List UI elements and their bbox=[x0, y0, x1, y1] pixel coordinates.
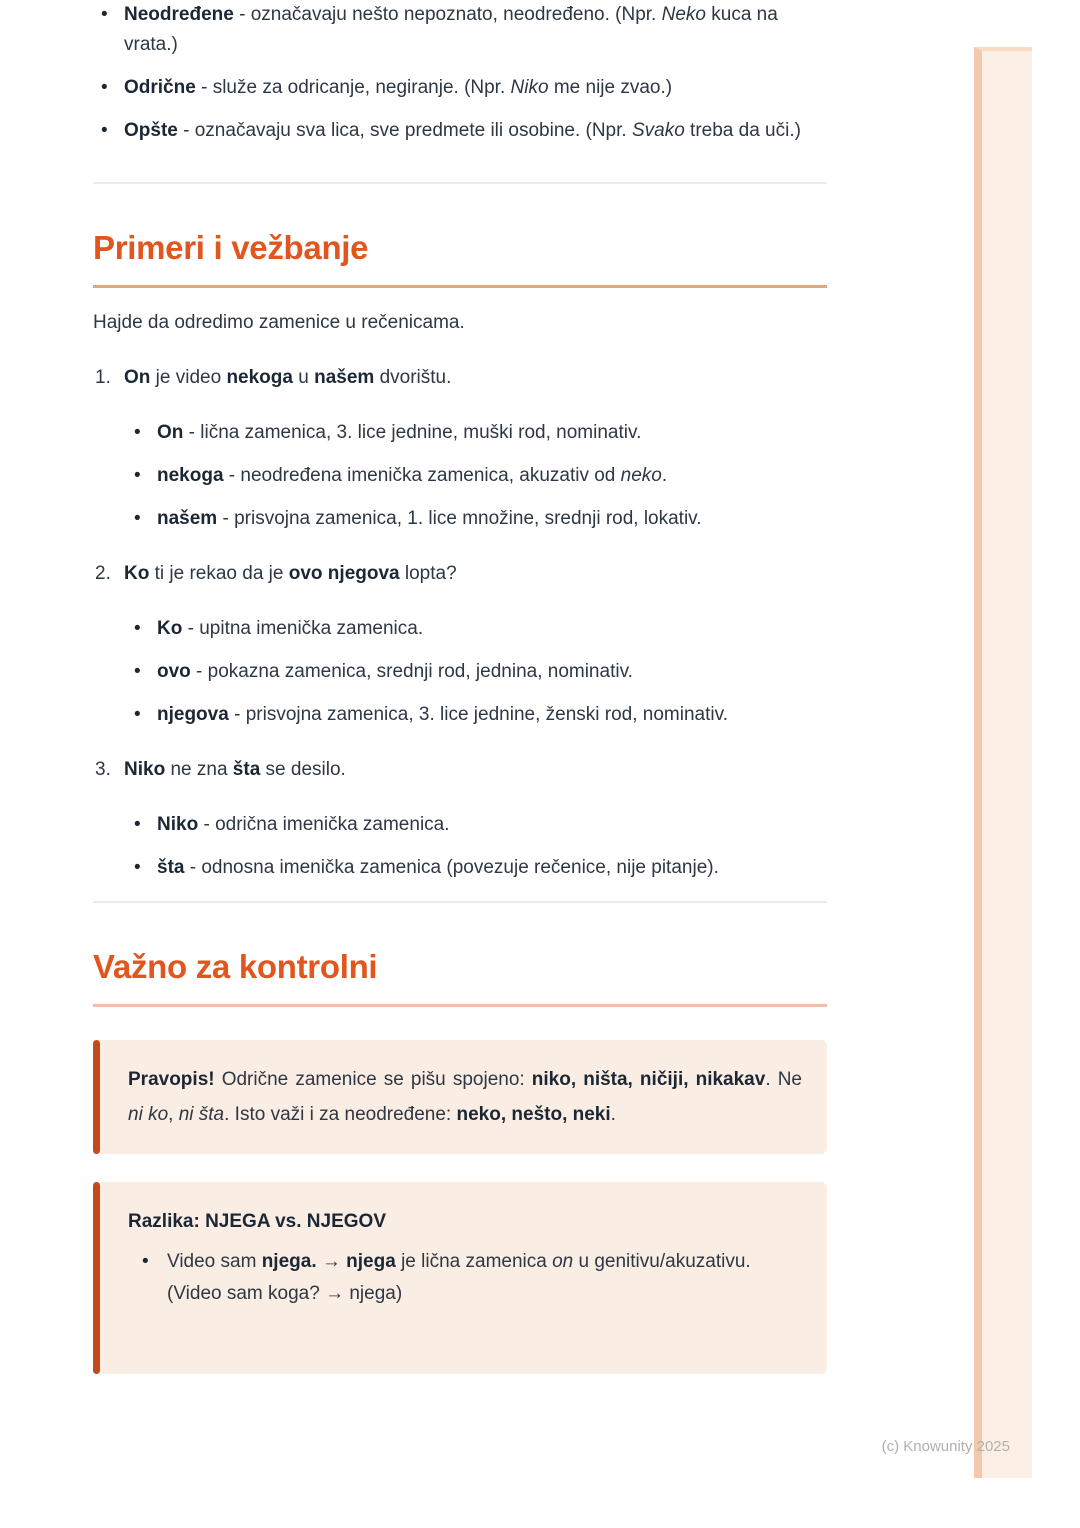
example-number: 2. bbox=[95, 563, 111, 584]
example-sentence bbox=[93, 559, 827, 589]
text-segment: je lična zamenica bbox=[395, 1251, 553, 1272]
list-item-text bbox=[157, 618, 423, 639]
lead-paragraph: Hajde da odredimo zamenice u rečenicama. bbox=[93, 312, 465, 333]
text-segment: on bbox=[552, 1251, 574, 1272]
list-item-text bbox=[157, 465, 667, 486]
text-segment: . bbox=[661, 465, 668, 486]
section-divider bbox=[93, 901, 827, 903]
list-item bbox=[93, 0, 827, 60]
next-page-edge-stripe bbox=[974, 47, 1032, 1478]
text-segment: Ko bbox=[124, 563, 150, 584]
bullet-icon: • bbox=[142, 1251, 149, 1272]
text-segment: Pravopis! bbox=[128, 1069, 215, 1090]
list-item bbox=[93, 116, 827, 146]
analysis-list bbox=[134, 614, 827, 730]
text-segment: . Isto važi i za neodređene: bbox=[224, 1104, 457, 1125]
list-item bbox=[134, 853, 827, 883]
callout-list bbox=[128, 1246, 802, 1310]
list-item-text bbox=[167, 1251, 751, 1304]
text-segment: neko, nešto, neki bbox=[456, 1104, 611, 1125]
text-segment: šta bbox=[157, 857, 185, 878]
text-segment: me nije zvao.) bbox=[548, 77, 673, 98]
text-segment: Opšte bbox=[124, 120, 178, 141]
list-item-text bbox=[157, 704, 728, 725]
page-content bbox=[93, 0, 827, 1374]
text-segment: šta bbox=[232, 759, 261, 780]
text-segment: - prisvojna zamenica, 1. lice množine, srednji rod, lokativ. bbox=[217, 508, 702, 529]
text-segment: Svako bbox=[631, 120, 685, 141]
text-segment: se desilo. bbox=[260, 759, 346, 780]
text-segment: u genitivu/akuzativu. (Video sam koga? → njega) bbox=[167, 1251, 751, 1304]
text-segment: , bbox=[168, 1104, 179, 1125]
text-segment: kuca na vrata.) bbox=[124, 4, 778, 55]
list-item-text bbox=[157, 661, 633, 682]
text-segment: njega. bbox=[261, 1251, 317, 1272]
text-segment: - odnosna imenička zamenica (povezuje rečenice, nije pitanje). bbox=[184, 857, 719, 878]
text-segment: ni šta bbox=[178, 1104, 225, 1125]
text-segment: nekoga bbox=[157, 465, 224, 486]
text-segment: lopta? bbox=[399, 563, 457, 584]
callout-text bbox=[128, 1069, 802, 1125]
callout-razlika bbox=[93, 1182, 827, 1374]
text-segment: ni ko bbox=[128, 1104, 169, 1125]
list-item bbox=[134, 700, 827, 730]
text-segment: našem bbox=[314, 367, 375, 388]
text-segment: neko bbox=[620, 465, 662, 486]
text-segment: je video bbox=[150, 367, 227, 388]
text-segment: u bbox=[292, 367, 315, 388]
text-segment: - služe za odricanje, negiranje. (Npr. bbox=[195, 77, 511, 98]
list-item-text bbox=[157, 508, 702, 529]
bullet-icon: • bbox=[134, 618, 141, 639]
text-segment: On bbox=[157, 422, 184, 443]
sentence-text bbox=[124, 759, 346, 780]
text-segment: . bbox=[610, 1104, 616, 1125]
examples-list bbox=[93, 363, 827, 883]
section-divider bbox=[93, 182, 827, 184]
text-segment: - označavaju nešto nepoznato, neodređeno. (Npr. bbox=[233, 4, 662, 25]
list-item bbox=[134, 810, 827, 840]
text-segment: ovo njegova bbox=[288, 563, 400, 584]
bullet-icon: • bbox=[134, 465, 141, 486]
text-segment: Niko bbox=[157, 814, 199, 835]
text-segment: Neodređene bbox=[124, 4, 234, 25]
list-item-text bbox=[124, 77, 672, 98]
text-segment: njegova bbox=[157, 704, 229, 725]
copyright-note: (c) Knowunity 2025 bbox=[881, 1438, 1010, 1455]
text-segment: - odrična imenička zamenica. bbox=[198, 814, 450, 835]
bullet-icon: • bbox=[134, 704, 141, 725]
text-segment: ne zna bbox=[165, 759, 233, 780]
section-title-underline bbox=[93, 1004, 827, 1007]
list-item-text bbox=[124, 4, 778, 55]
example-number: 3. bbox=[95, 759, 111, 780]
bullet-icon: • bbox=[134, 814, 141, 835]
list-item-text bbox=[157, 857, 719, 878]
section-title-underline bbox=[93, 285, 827, 288]
text-segment: našem bbox=[157, 508, 218, 529]
text-segment: - lična zamenica, 3. lice jednine, muški rod, nominativ. bbox=[183, 422, 642, 443]
bullet-icon: • bbox=[134, 857, 141, 878]
text-segment: Niko bbox=[124, 759, 166, 780]
text-segment: Niko bbox=[510, 77, 549, 98]
list-item bbox=[134, 418, 827, 448]
list-item bbox=[134, 461, 827, 491]
analysis-list bbox=[134, 810, 827, 883]
text-segment: treba da uči.) bbox=[684, 120, 801, 141]
callout-pravopis bbox=[93, 1040, 827, 1154]
text-segment: ovo bbox=[157, 661, 191, 682]
sentence-text bbox=[124, 563, 457, 584]
text-segment: niko, ništa, ničiji, nikakav bbox=[531, 1069, 766, 1090]
pronoun-types-list bbox=[93, 0, 827, 146]
text-segment: Video sam bbox=[167, 1251, 262, 1272]
text-segment: Ko bbox=[157, 618, 183, 639]
bullet-icon: • bbox=[101, 77, 108, 98]
bullet-icon: • bbox=[134, 508, 141, 529]
list-item-text bbox=[157, 422, 641, 443]
section-title-primeri: Primeri i vežbanje bbox=[93, 229, 369, 266]
text-segment: dvorištu. bbox=[374, 367, 452, 388]
text-segment: Odrične bbox=[124, 77, 196, 98]
list-item bbox=[93, 73, 827, 103]
text-segment: . Ne bbox=[765, 1069, 802, 1090]
text-segment: - označavaju sva lica, sve predmete ili osobine. (Npr. bbox=[177, 120, 632, 141]
text-segment: Neko bbox=[661, 4, 706, 25]
example-sentence bbox=[93, 755, 827, 785]
text-segment: On bbox=[124, 367, 151, 388]
list-item bbox=[134, 657, 827, 687]
bullet-icon: • bbox=[134, 661, 141, 682]
text-segment: ti je rekao da je bbox=[149, 563, 289, 584]
example-number: 1. bbox=[95, 367, 111, 388]
example-3 bbox=[93, 755, 827, 883]
text-segment: - prisvojna zamenica, 3. lice jednine, ženski rod, nominativ. bbox=[228, 704, 728, 725]
list-item bbox=[134, 614, 827, 644]
bullet-icon: • bbox=[134, 422, 141, 443]
analysis-list bbox=[134, 418, 827, 534]
text-segment: njega bbox=[346, 1251, 396, 1272]
example-sentence bbox=[93, 363, 827, 393]
list-item bbox=[128, 1246, 802, 1310]
list-item-text bbox=[157, 814, 450, 835]
text-segment: Odrične zamenice se pišu spojeno: bbox=[214, 1069, 532, 1090]
sentence-text bbox=[124, 367, 451, 388]
list-item bbox=[134, 504, 827, 534]
text-segment: nekoga bbox=[226, 367, 293, 388]
text-segment: - neodređena imenička zamenica, akuzativ od bbox=[223, 465, 621, 486]
text-segment: - pokazna zamenica, srednji rod, jednina, nominativ. bbox=[190, 661, 633, 682]
example-2 bbox=[93, 559, 827, 730]
text-segment: - upitna imenička zamenica. bbox=[182, 618, 424, 639]
list-item-text bbox=[124, 120, 801, 141]
text-segment: → bbox=[316, 1251, 347, 1272]
callout-title: Razlika: NJEGA vs. NJEGOV bbox=[128, 1211, 387, 1232]
bullet-icon: • bbox=[101, 120, 108, 141]
section-title-vazno: Važno za kontrolni bbox=[93, 948, 378, 985]
example-1 bbox=[93, 363, 827, 534]
bullet-icon: • bbox=[101, 4, 108, 25]
